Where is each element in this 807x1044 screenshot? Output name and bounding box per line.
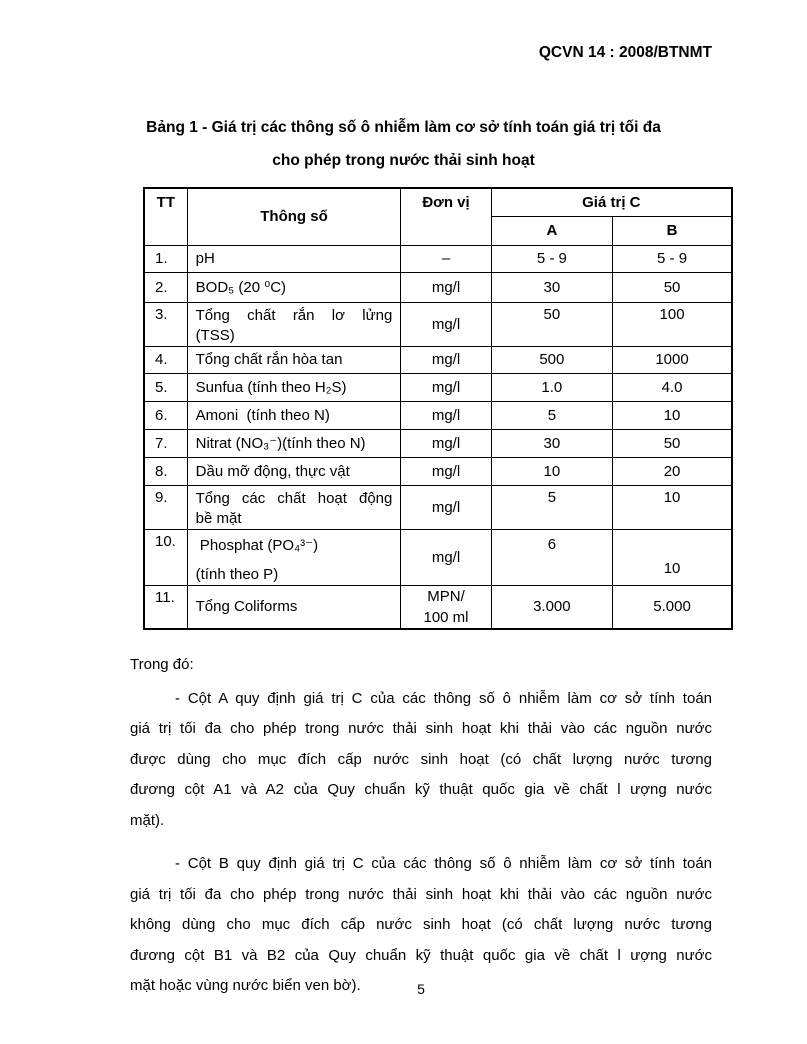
notes-intro: Trong đó: [130,656,194,673]
cell-value-a: 30 [491,429,612,457]
header-cell-col-a: A [491,216,612,245]
cell-param: Dầu mỡ động, thực vật [187,457,401,485]
note-a-line: - Cột A quy định giá trị C của các thông số ô nhiễm làm cơ sở tính toán [175,689,712,707]
cell-unit: MPN/ 100 ml [401,585,491,629]
table-row [144,429,732,457]
cell-unit: mg/l [401,485,491,529]
cell-value-b: 10 [613,529,732,585]
table-row [144,346,732,373]
notes-section [130,650,712,1002]
header-row-1 [144,188,732,216]
cell-value-b: 4.0 [613,373,732,401]
table-row [144,302,732,346]
cell-unit: mg/l [401,373,491,401]
cell-value-a: 30 [491,272,612,302]
cell-value-a: 500 [491,346,612,373]
cell-param: pH [187,245,401,272]
cell-tt: 1. [144,245,187,272]
note-b-line: giá trị tối đa cho phép trong nước thải sinh hoạt khi thải vào các nguồn nước [130,885,712,903]
cell-param: Tổng chất rắn hòa tan [187,346,401,373]
cell-unit: – [401,245,491,272]
cell-tt: 10. [144,529,187,585]
table-row [144,272,732,302]
table-row [144,401,732,429]
cell-value-b: 1000 [613,346,732,373]
cell-value-a: 5 - 9 [491,245,612,272]
cell-unit: mg/l [401,272,491,302]
header-cell-param: Thông số [187,188,401,245]
cell-tt: 5. [144,373,187,401]
note-a-line: đương cột A1 và A2 của Quy chuẩn kỹ thuật quốc gia về chất l ượng nước [130,781,712,798]
cell-tt: 9. [144,485,187,529]
cell-value-a: 50 [491,302,612,346]
cell-value-b: 5 - 9 [613,245,732,272]
cell-param: Amoni (tính theo N) [187,401,401,429]
header-cell-value-c: Giá trị C [491,188,732,216]
cell-tt: 8. [144,457,187,485]
cell-unit: mg/l [401,429,491,457]
cell-param: BOD₅ (20 ⁰C) [187,272,401,302]
table-row [144,373,732,401]
cell-value-a: 5 [491,401,612,429]
cell-param: Phosphat (PO₄³⁻) (tính theo P) [187,529,401,585]
cell-tt: 11. [144,585,187,629]
cell-param: Tổng các chất hoạt động bề mặt [187,485,401,529]
cell-value-b: 5.000 [613,585,732,629]
note-a-line: giá trị tối đa cho phép trong nước thải sinh hoạt khi thải vào các nguồn nước [130,720,712,737]
cell-unit: mg/l [401,457,491,485]
header-cell-tt: TT [144,188,187,245]
table-row [144,529,732,585]
cell-tt: 3. [144,302,187,346]
cell-value-b: 50 [613,272,732,302]
cell-value-a: 6 [491,529,612,585]
note-b-line: mặt hoặc vùng nước biển ven bờ). [130,977,361,994]
table-row [144,585,732,629]
note-b-line: đương cột B1 và B2 của Quy chuẩn kỹ thuật quốc gia về chất l ượng nước [130,946,712,964]
cell-value-b: 50 [613,429,732,457]
note-a-line: mặt). [130,811,165,829]
cell-param: Tổng Coliforms [187,585,401,629]
table-title-line2: cho phép trong nước thải sinh hoạt [272,152,535,169]
cell-unit: mg/l [401,302,491,346]
table-title [0,111,807,177]
table-row [144,485,732,529]
note-column-b-paragraph [130,849,712,1002]
cell-tt: 4. [144,346,187,373]
cell-tt: 6. [144,401,187,429]
cell-unit: mg/l [401,346,491,373]
cell-param: Tổng chất rắn lơ lửng (TSS) [187,302,401,346]
cell-tt: 2. [144,272,187,302]
cell-value-b: 10 [613,401,732,429]
document-code-header: QCVN 14 : 2008/BTNMT [538,44,712,61]
cell-value-a: 3.000 [491,585,612,629]
cell-value-a: 5 [491,485,612,529]
cell-value-b: 10 [613,485,732,529]
header-cell-unit: Đơn vị [401,188,491,245]
table-title-line1: Bảng 1 - Giá trị các thông số ô nhiễm làm cơ sở tính toán giá trị tối đa [146,119,661,136]
cell-param: Nitrat (NO₃⁻)(tính theo N) [187,429,401,457]
cell-tt: 7. [144,429,187,457]
cell-value-a: 10 [491,457,612,485]
cell-value-b: 20 [613,457,732,485]
cell-unit: mg/l [401,401,491,429]
pollutant-parameters-table-wrap [143,187,733,630]
note-b-line: - Cột B quy định giá trị C của các thông số ô nhiễm làm cơ sở tính toán [175,855,712,872]
cell-unit: mg/l [401,529,491,585]
pollutant-parameters-table [143,187,733,630]
table-row [144,245,732,272]
cell-param: Sunfua (tính theo H₂S) [187,373,401,401]
cell-value-b: 100 [613,302,732,346]
note-column-a-paragraph [130,684,712,837]
note-b-line: không dùng cho mục đích cấp nước sinh hoạt (có chất lượng nước tương [130,916,712,933]
cell-value-a: 1.0 [491,373,612,401]
header-cell-col-b: B [613,216,732,245]
note-a-line: được dùng cho mục đích cấp nước sinh hoạt (có chất lượng nước tương [130,750,712,768]
table-row [144,457,732,485]
page-number: 5 [417,981,425,997]
